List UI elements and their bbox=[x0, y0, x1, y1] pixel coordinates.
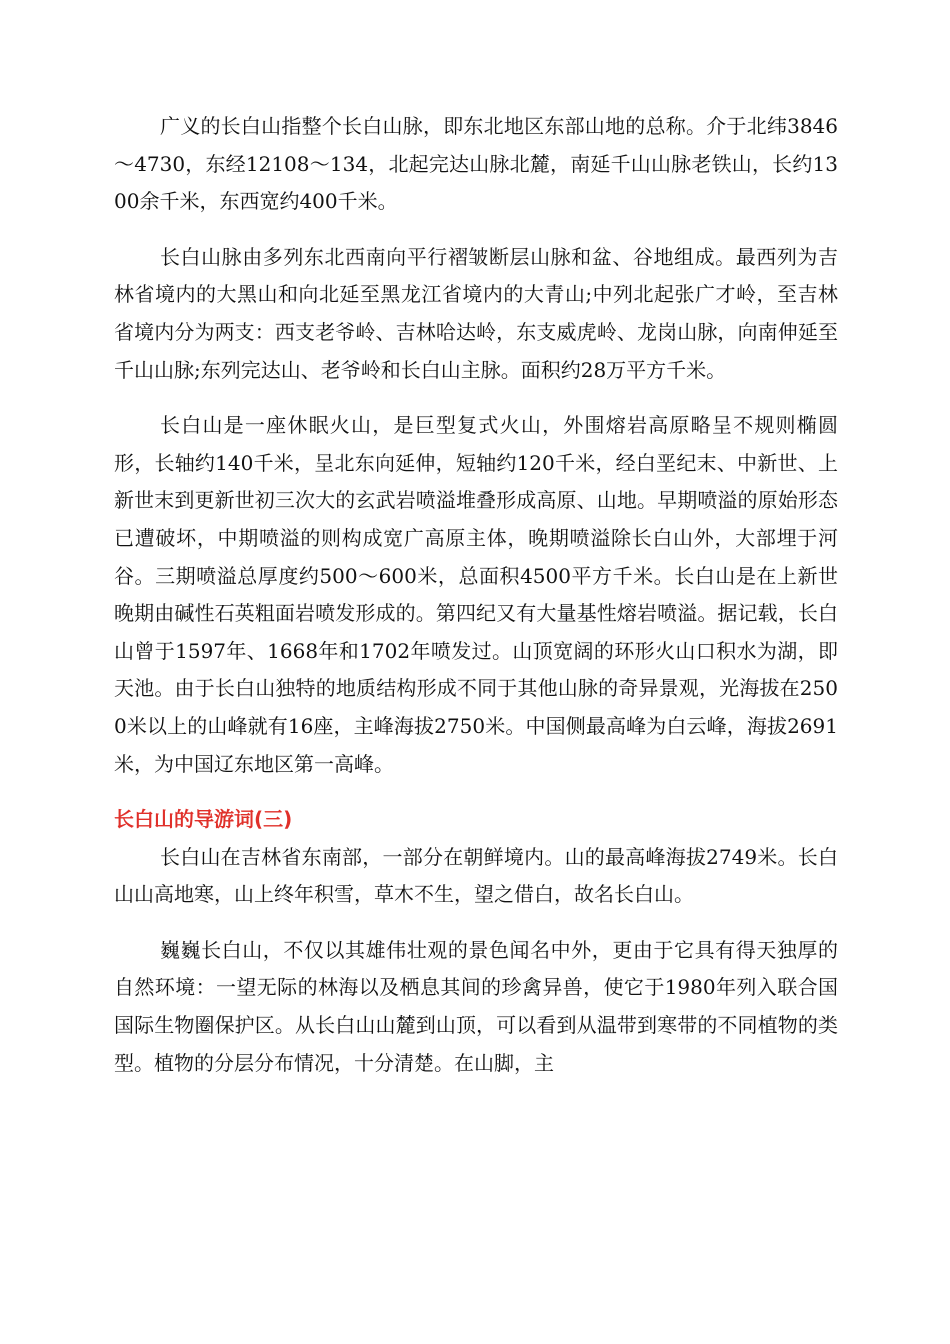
paragraph-ecology: 巍巍长白山，不仅以其雄伟壮观的景色闻名中外，更由于它具有得天独厚的自然环境：一望无际的林海以及栖息其间的珍禽异兽，使它于1980年列入联合国国际生物圈保护区。从长白山山麓到山顶，可以看到从温带到寒带的不同植物的类型。植物的分层分布情况，十分清楚。在山脚，主 bbox=[114, 937, 838, 1075]
paragraph-range-structure: 长白山脉由多列东北西南向平行褶皱断层山脉和盆、谷地组成。最西列为吉林省境内的大黑山和向北延至黑龙江省境内的大青山;中列北起张广才岭，至吉林省境内分为两支：西支老爷岭、吉林哈达岭，东支威虎岭、龙岗山脉，向南伸延至千山山脉;东列完达山、老爷岭和长白山主脉。面积约28万平方千米。 bbox=[114, 244, 838, 382]
paragraph-location: 长白山在吉林省东南部，一部分在朝鲜境内。山的最高峰海拔2749米。长白山山高地寒，山上终年积雪，草木不生，望之借白，故名长白山。 bbox=[114, 844, 838, 907]
paragraph-range-definition: 广义的长白山指整个长白山脉，即东北地区东部山地的总称。介于北纬3846～4730，东经12108～134，北起完达山脉北麓，南延千山山脉老铁山，长约1300余千米，东西宽约400千米。 bbox=[114, 114, 838, 214]
section-heading: 长白山的导游词(三) bbox=[114, 807, 293, 832]
document-page bbox=[114, 108, 838, 1100]
paragraph-volcano: 长白山是一座休眠火山，是巨型复式火山，外围熔岩高原略呈不规则椭圆形，长轴约140千米，呈北东向延伸，短轴约120千米，经白垩纪末、中新世、上新世末到更新世初三次大的玄武岩喷溢堆叠形成高原、山地。早期喷溢的原始形态已遭破坏，中期喷溢的则构成宽广高原主体，晚期喷溢除长白山外，大部埋于河谷。三期喷溢总厚度约500～600米，总面积4500平方千米。长白山是在上新世晚期由碱性石英粗面岩喷发形成的。第四纪又有大量基性熔岩喷溢。据记载，长白山曾于1597年、1668年和1702年喷发过。山顶宽阔的环形火山口积水为湖，即天池。由于长白山独特的地质结构形成不同于其他山脉的奇异景观，光海拔在2500米以上的山峰就有16座，主峰海拔2750米。中国侧最高峰为白云峰，海拔2691米，为中国辽东地区第一高峰。 bbox=[114, 413, 838, 776]
